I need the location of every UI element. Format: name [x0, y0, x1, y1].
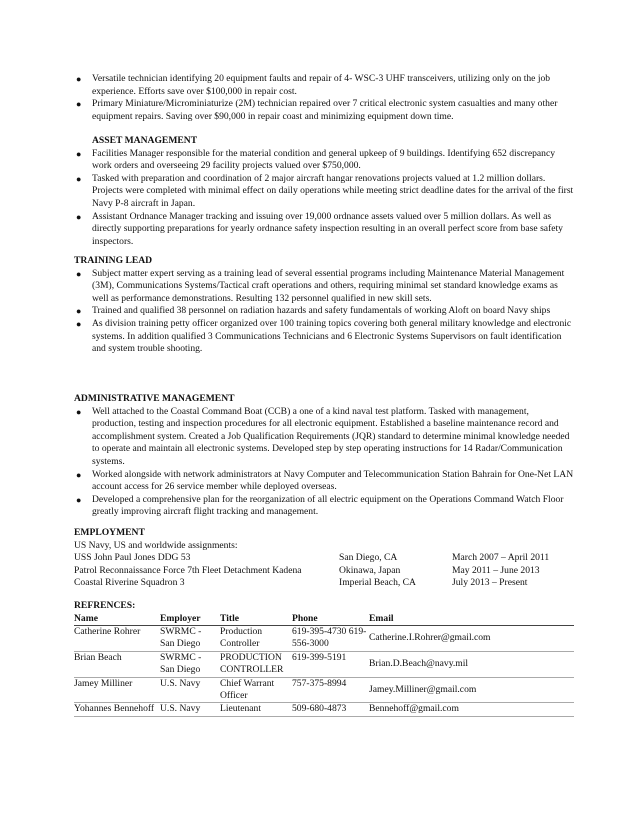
bullet-icon: ● [76, 306, 82, 317]
list-item: ● Primary Miniature/Microminiaturize (2M) technician repaired over 7 critical electronic system casualties and many other equipment repairs. Saving over $90,000 in repair coast and minimizing equipment down time. [76, 98, 558, 122]
references-section [74, 600, 574, 717]
employment-row [74, 552, 574, 565]
bullet-icon: ● [76, 406, 82, 417]
list-item: ● Facilities Manager responsible for the material condition and general upkeep of 9 buildings. Identifying 652 discrepancy work orders and overseeing 29 facility projects valued over $750,000. [76, 147, 556, 172]
bullet-icon: ● [76, 173, 82, 184]
section-heading: TRAINING LEAD [74, 255, 153, 266]
reference-name: Jamey Milliner [74, 677, 160, 703]
reference-title: Production Controller [220, 626, 292, 652]
employment-subheading: US Navy, US and worldwide assignments: [74, 539, 238, 551]
list-item: ● Versatile technician identifying 20 equipment faults and repair of 4- WSC-3 UHF transceivers, utilizing only on the job experience. Efforts save over $100,000 in repair cost. [76, 73, 551, 97]
references-table [74, 613, 574, 717]
bullet-icon: ● [76, 469, 82, 480]
employment-unit: USS John Paul Jones DDG 53 [74, 552, 191, 564]
employment-row [74, 565, 574, 578]
table-row [74, 677, 574, 703]
section-heading: EMPLOYMENT [74, 527, 145, 538]
table-row [74, 651, 574, 677]
top-bullets-section [74, 73, 574, 123]
list-item: ● Tasked with preparation and coordination of 2 major aircraft hangar renovations projects valued at 1.2 million dollars. Projects were completed with minimal effect on daily operations while meeting strict deadline dates for the arrival of the first Navy P-8 aircraft in Japan. [76, 172, 574, 209]
training-lead-section [74, 255, 574, 356]
bullet-icon: ● [76, 318, 82, 329]
employment-unit: Patrol Reconnaissance Force 7th Fleet Detachment Kadena [74, 564, 302, 576]
bullet-icon: ● [76, 148, 82, 159]
bullet-icon: ● [76, 99, 82, 110]
column-header-name: Name [74, 613, 160, 626]
table-header-row [74, 613, 574, 626]
employment-unit: Coastal Riverine Squadron 3 [74, 577, 185, 589]
section-heading: ASSET MANAGEMENT [92, 135, 198, 146]
list-item: ● Developed a comprehensive plan for the reorganization of all electric equipment on the Operations Command Watch Floor greatly improving aircraft flight tracking and management. [76, 493, 564, 518]
bullet-icon: ● [76, 494, 82, 505]
employment-dates: March 2007 – April 2011 [452, 552, 550, 564]
section-heading: REFRENCES: [74, 600, 136, 611]
employment-dates: July 2013 – Present [452, 577, 528, 589]
list-item: ● Subject matter expert serving as a training lead of several essential programs including Maintenance Material Management (3M), Communications Systems/Tactical craft operations and others, requiring minimal set standard knowledge exams as well as performance demonstrations. Resulting 132 personnel qualified in new skill sets. [76, 267, 565, 304]
employment-location: Imperial Beach, CA [339, 577, 416, 589]
bullet-icon: ● [76, 268, 82, 279]
list-item: ● Well attached to the Coastal Command Boat (CCB) a one of a kind naval test platform. Tasked with management, production, testing and inspection procedures for all electronic equipment. Established a baseline maintenance record and accomplishment system. Created a Job Qualification Requirements (JQR) standard to determine minimal knowledge needed to operate and maintain all electronic systems. Developed step by step operating instructions for 14 Radar/Communication systems. [76, 405, 570, 467]
reference-email: Jamey.Milliner@gmail.com [369, 677, 574, 703]
reference-email: Brian.D.Beach@navy.mil [369, 651, 574, 677]
employment-location: San Diego, CA [339, 552, 398, 564]
employment-row [74, 577, 574, 590]
reference-email: Catherine.I.Rohrer@gmail.com [369, 626, 574, 652]
reference-title: Chief Warrant Officer [220, 677, 292, 703]
reference-name: Catherine Rohrer [74, 626, 160, 652]
employment-dates: May 2011 – June 2013 [452, 564, 540, 576]
table-row [74, 626, 574, 652]
employment-location: Okinawa, Japan [339, 564, 401, 576]
reference-phone: 619-395-4730 619-556-3000 [292, 626, 369, 652]
reference-title: PRODUCTION CONTROLLER [220, 651, 292, 677]
bullet-icon: ● [76, 211, 82, 222]
reference-employer: SWRMC - San Diego [160, 651, 220, 677]
column-header-phone: Phone [292, 613, 369, 626]
reference-name: Brian Beach [74, 651, 160, 677]
reference-employer: U.S. Navy [160, 703, 220, 716]
column-header-title: Title [220, 613, 292, 626]
reference-name: Yohannes Bennehoff [74, 703, 160, 716]
table-row [74, 703, 574, 716]
column-header-employer: Employer [160, 613, 220, 626]
bullet-icon: ● [76, 74, 82, 84]
reference-email: Bennehoff@gmail.com [369, 703, 574, 716]
reference-employer: U.S. Navy [160, 677, 220, 703]
reference-phone: 757-375-8994 [292, 677, 369, 703]
column-header-email: Email [369, 613, 574, 626]
reference-phone: 509-680-4873 [292, 703, 369, 716]
list-item: ● Trained and qualified 38 personnel on radiation hazards and safety fundamentals of working Aloft on board Navy ships [76, 305, 551, 317]
reference-title: Lieutenant [220, 703, 292, 716]
list-item: ● As division training petty officer organized over 100 training topics covering both general military knowledge and electronic systems. In addition qualified 3 Communications Technicians and 6 Electronic Systems Supervisors on fault identification and system trouble shooting. [76, 317, 572, 355]
reference-phone: 619-399-5191 [292, 651, 369, 677]
section-heading: ADMINISTRATIVE MANAGEMENT [74, 393, 235, 404]
employment-section [74, 527, 574, 590]
administrative-management-section [74, 393, 574, 519]
reference-employer: SWRMC - San Diego [160, 626, 220, 652]
asset-management-section [74, 135, 574, 248]
list-item: ● Assistant Ordnance Manager tracking and issuing over 19,000 ordnance assets valued over 5 million dollars. As well as directly supporting preparations for yearly ordnance safety inspection resulting in an overall perfect score from base safety inspectors. [76, 210, 563, 247]
list-item: ● Worked alongside with network administrators at Navy Computer and Telecommunication Station Bahrain for One-Net LAN account access for 26 service member while deployed overseas. [76, 468, 574, 493]
